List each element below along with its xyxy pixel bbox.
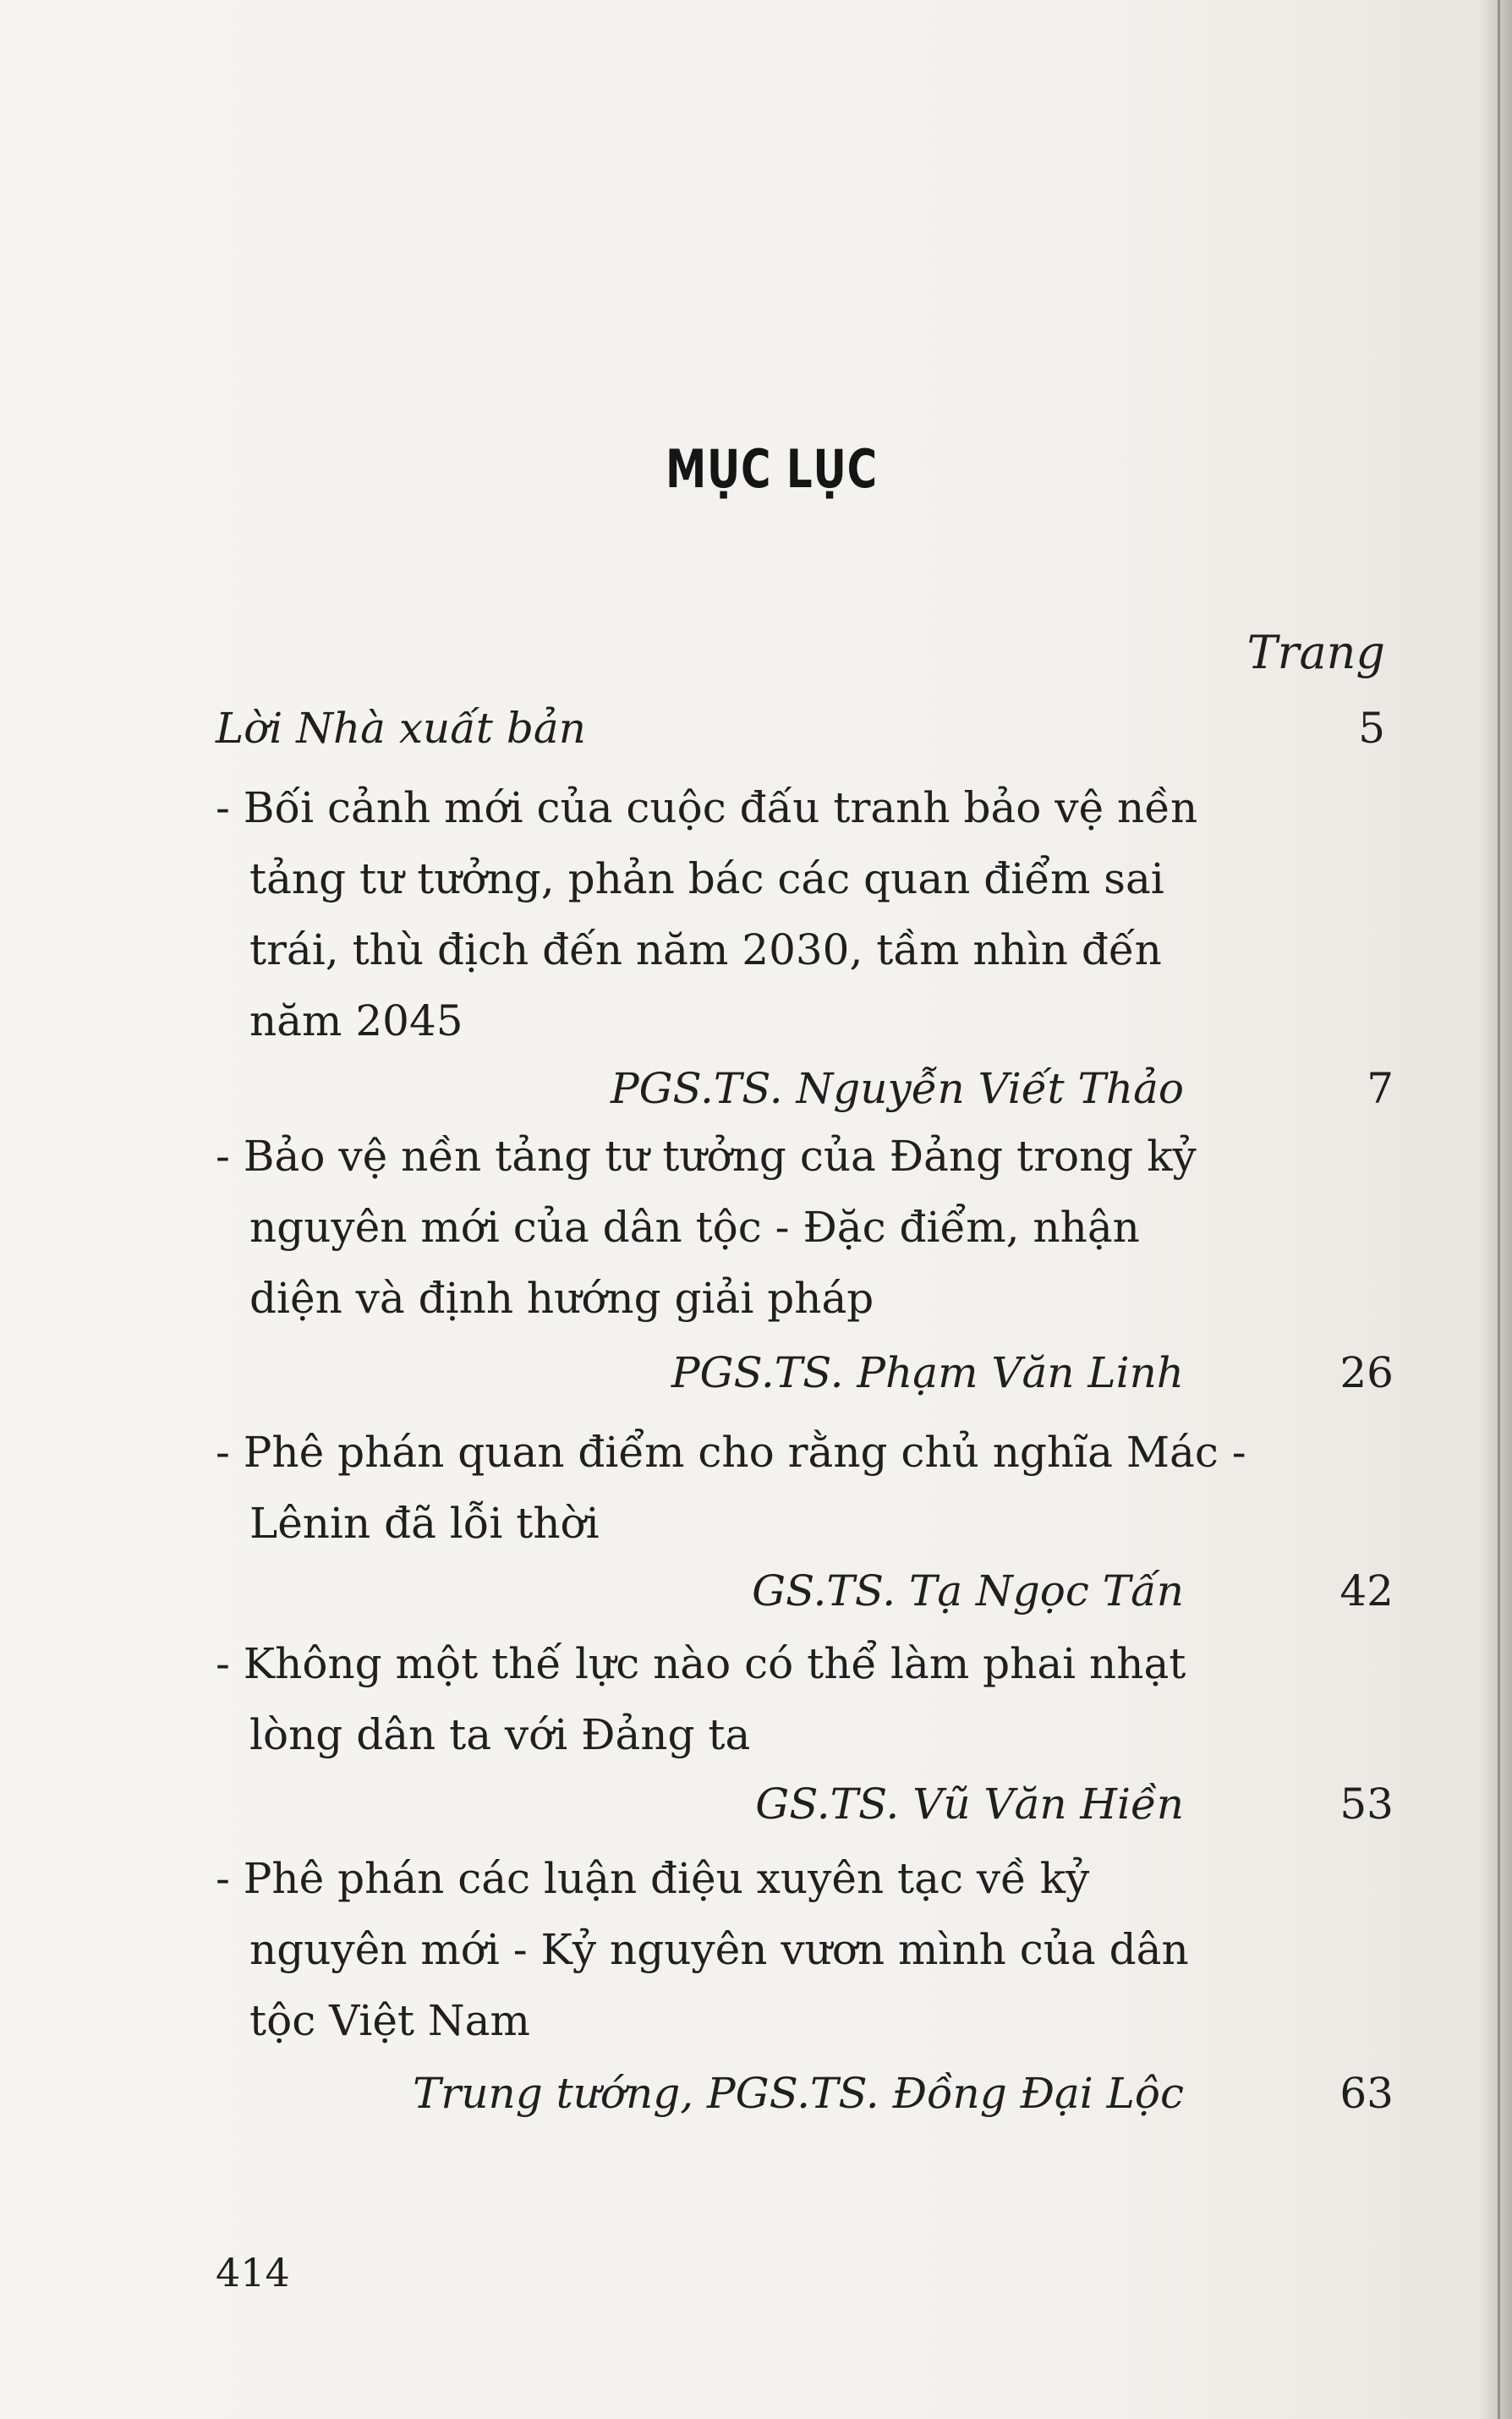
toc-entry-line: nguyên mới - Kỷ nguyên vươn mình của dân <box>249 1925 1189 1974</box>
toc-entry-page: 7 <box>1367 1064 1394 1113</box>
toc-entry-author: Trung tướng, PGS.TS. Đồng Đại Lộc <box>413 2069 1184 2118</box>
page-column-label: Trang <box>1246 626 1385 679</box>
toc-entry-author: PGS.TS. Phạm Văn Linh <box>671 1348 1184 1397</box>
toc-entry-author: PGS.TS. Nguyễn Viết Thảo <box>610 1064 1184 1113</box>
toc-entry-line: tộc Việt Nam <box>249 1996 530 2045</box>
toc-entry-line: nguyên mới của dân tộc - Đặc điểm, nhận <box>249 1203 1140 1252</box>
toc-entry-line: trái, thù địch đến năm 2030, tầm nhìn đến <box>249 925 1162 974</box>
page-edge-shadow <box>1478 0 1512 2419</box>
toc-preface-page: 5 <box>1358 704 1385 753</box>
toc-entry-line: Lênin đã lỗi thời <box>249 1499 600 1548</box>
toc-entry-line: tảng tư tưởng, phản bác các quan điểm sai <box>249 854 1164 903</box>
page-edge-line <box>1498 0 1500 2419</box>
toc-entry-line: diện và định hướng giải pháp <box>249 1274 874 1323</box>
toc-entry-page: 42 <box>1339 1566 1394 1615</box>
toc-entry-line: - Phê phán các luận điệu xuyên tạc về kỷ <box>216 1854 1090 1903</box>
toc-entry-line: - Không một thế lực nào có thể làm phai nhạt <box>216 1639 1186 1688</box>
toc-entry-page: 63 <box>1339 2069 1394 2118</box>
toc-entry-page: 26 <box>1339 1348 1394 1397</box>
toc-entry-page: 53 <box>1339 1780 1394 1829</box>
toc-entry-line: năm 2045 <box>249 996 463 1045</box>
toc-title: MỤC LỤC <box>666 438 878 500</box>
toc-entry-author: GS.TS. Vũ Văn Hiền <box>755 1780 1184 1829</box>
toc-entry-line: - Bối cảnh mới của cuộc đấu tranh bảo vệ nền <box>216 783 1198 832</box>
toc-entry-line: lòng dân ta với Đảng ta <box>249 1710 751 1759</box>
page-number: 414 <box>216 2250 290 2296</box>
toc-entry-author: GS.TS. Tạ Ngọc Tấn <box>752 1566 1184 1615</box>
toc-entry-line: - Bảo vệ nền tảng tư tưởng của Đảng trong kỷ <box>216 1132 1197 1181</box>
toc-preface-title: Lời Nhà xuất bản <box>216 704 586 753</box>
toc-entry-line: - Phê phán quan điểm cho rằng chủ nghĩa Mác - <box>216 1428 1246 1477</box>
